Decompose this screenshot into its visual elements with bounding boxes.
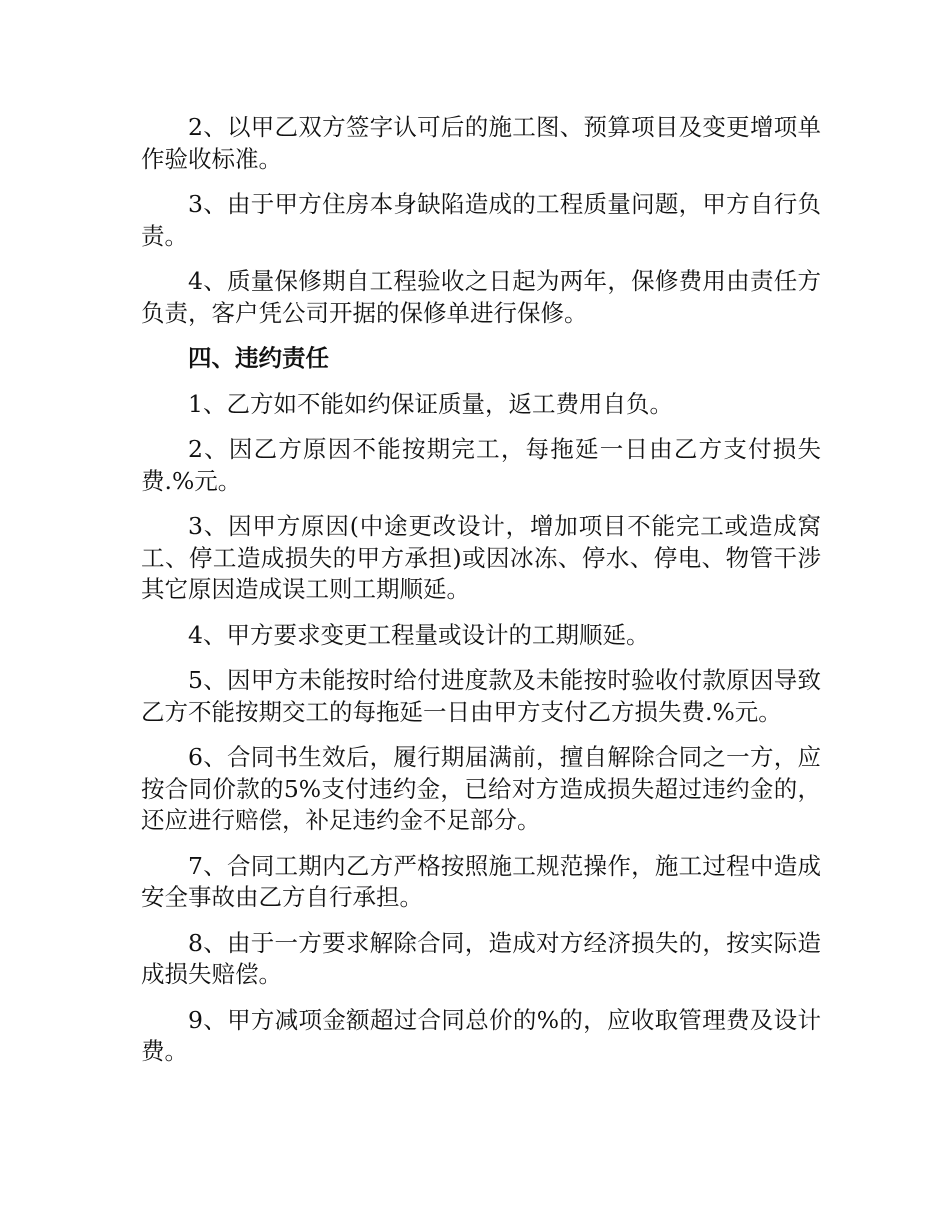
clause-paragraph: 2、以甲乙双方签字认可后的施工图、预算项目及变更增项单作验收标准。 [141, 113, 821, 173]
clause-paragraph: 8、由于一方要求解除合同，造成对方经济损失的，按实际造成损失赔偿。 [141, 928, 821, 988]
clause-paragraph: 9、甲方减项金额超过合同总价的%的，应收取管理费及设计费。 [141, 1005, 821, 1065]
document-page [141, 112, 821, 1082]
clause-paragraph: 7、合同工期内乙方严格按照施工规范操作，施工过程中造成安全事故由乙方自行承担。 [141, 851, 821, 911]
clause-paragraph: 4、质量保修期自工程验收之日起为两年，保修费用由责任方负责，客户凭公司开据的保修单进行保修。 [141, 267, 821, 327]
clause-paragraph: 5、因甲方未能按时给付进度款及未能按时验收付款原因导致乙方不能按期交工的每拖延一日由甲方支付乙方损失费.%元。 [141, 666, 821, 726]
clause-paragraph: 6、合同书生效后，履行期届满前，擅自解除合同之一方，应按合同价款的5%支付违约金，已给对方造成损失超过违约金的，还应进行赔偿，补足违约金不足部分。 [141, 743, 821, 834]
clause-paragraph: 4、甲方要求变更工程量或设计的工期顺延。 [188, 620, 650, 649]
clause-paragraph: 3、由于甲方住房本身缺陷造成的工程质量问题，甲方自行负责。 [141, 190, 821, 250]
clause-paragraph: 1、乙方如不能如约保证质量，返工费用自负。 [188, 389, 673, 418]
section-heading: 四、违约责任 [188, 344, 329, 372]
clause-paragraph: 3、因甲方原因(中途更改设计，增加项目不能完工或造成窝工、停工造成损失的甲方承担)或因冰冻、停水、停电、物管干涉其它原因造成误工则工期顺延。 [141, 512, 821, 603]
clause-paragraph: 2、因乙方原因不能按期完工，每拖延一日由乙方支付损失费.%元。 [141, 435, 821, 495]
